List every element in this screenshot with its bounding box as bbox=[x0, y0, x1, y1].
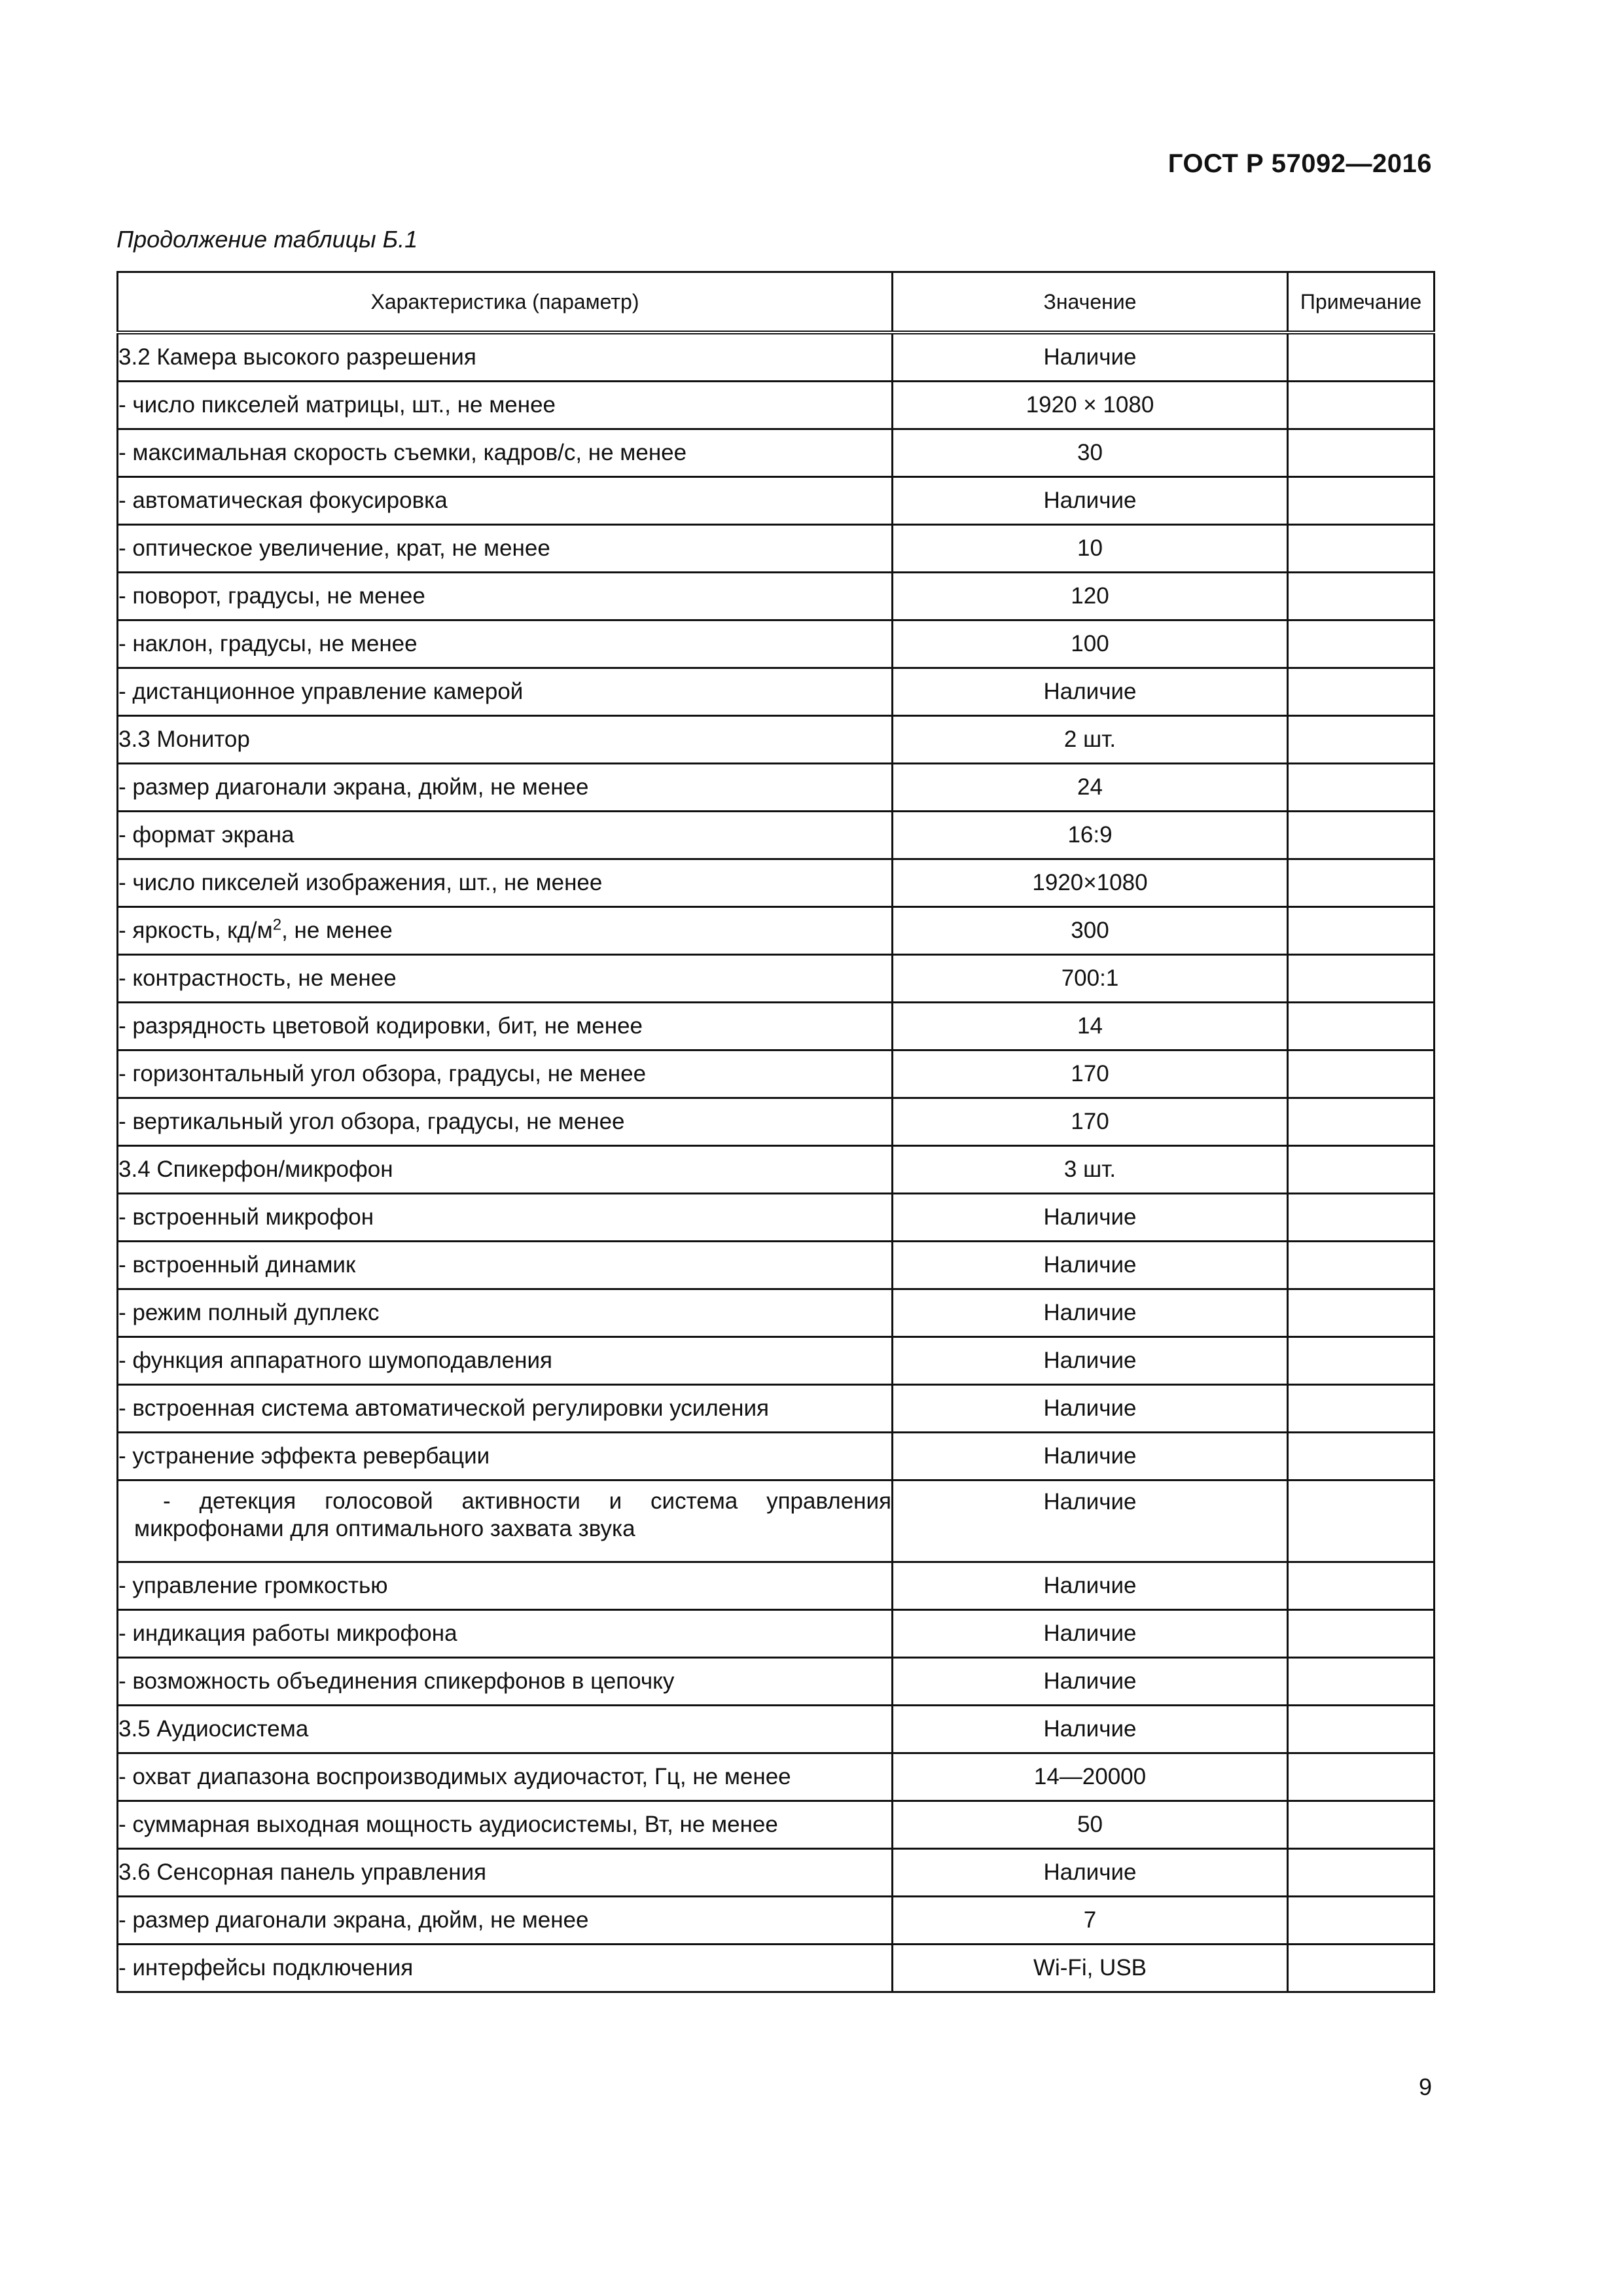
table-row bbox=[118, 859, 1435, 907]
row-parameter: - индикация работы микрофона bbox=[118, 1610, 893, 1658]
row-note bbox=[1288, 1289, 1435, 1337]
row-parameter: - автоматическая фокусировка bbox=[118, 477, 893, 525]
row-value: Наличие bbox=[893, 1706, 1288, 1753]
row-note bbox=[1288, 1385, 1435, 1433]
row-value: Наличие bbox=[893, 1849, 1288, 1897]
row-note bbox=[1288, 1146, 1435, 1194]
table-row bbox=[118, 812, 1435, 859]
row-value: 2 шт. bbox=[893, 716, 1288, 764]
row-value: Wi-Fi, USB bbox=[893, 1945, 1288, 1992]
table-row bbox=[118, 1146, 1435, 1194]
row-note bbox=[1288, 1003, 1435, 1050]
table-row bbox=[118, 382, 1435, 429]
row-value: 16:9 bbox=[893, 812, 1288, 859]
row-value: 14—20000 bbox=[893, 1753, 1288, 1801]
row-parameter: - оптическое увеличение, крат, не менее bbox=[118, 525, 893, 573]
column-header-parameter: Характеристика (параметр) bbox=[118, 272, 893, 333]
row-value: 14 bbox=[893, 1003, 1288, 1050]
row-parameter: - горизонтальный угол обзора, градусы, не менее bbox=[118, 1050, 893, 1098]
table-row bbox=[118, 1098, 1435, 1146]
row-note bbox=[1288, 1753, 1435, 1801]
table-row bbox=[118, 1610, 1435, 1658]
row-parameter: 3.2 Камера высокого разрешения bbox=[118, 332, 893, 382]
row-parameter: - встроенный динамик bbox=[118, 1242, 893, 1289]
row-note bbox=[1288, 1337, 1435, 1385]
row-parameter: - управление громкостью bbox=[118, 1562, 893, 1610]
table-row bbox=[118, 429, 1435, 477]
table-row bbox=[118, 1849, 1435, 1897]
row-parameter: - детекция голосовой активности и система управления микрофонами для оптимального захвата звука bbox=[118, 1480, 893, 1562]
table-row bbox=[118, 477, 1435, 525]
row-value: 1920×1080 bbox=[893, 859, 1288, 907]
row-note bbox=[1288, 1849, 1435, 1897]
table-caption: Продолжение таблицы Б.1 bbox=[116, 226, 418, 253]
row-parameter: - формат экрана bbox=[118, 812, 893, 859]
row-note bbox=[1288, 1194, 1435, 1242]
row-value: Наличие bbox=[893, 1289, 1288, 1337]
table-row bbox=[118, 1945, 1435, 1992]
table-row bbox=[118, 1480, 1435, 1562]
row-parameter: - наклон, градусы, не менее bbox=[118, 620, 893, 668]
row-value: 50 bbox=[893, 1801, 1288, 1849]
row-value: Наличие bbox=[893, 1480, 1288, 1562]
row-note bbox=[1288, 1433, 1435, 1480]
row-parameter: - встроенная система автоматической регулировки усиления bbox=[118, 1385, 893, 1433]
row-note bbox=[1288, 1945, 1435, 1992]
row-value: Наличие bbox=[893, 1337, 1288, 1385]
row-note bbox=[1288, 332, 1435, 382]
table-row bbox=[118, 573, 1435, 620]
table-header-row bbox=[118, 272, 1435, 333]
column-header-value: Значение bbox=[893, 272, 1288, 333]
row-parameter: - разрядность цветовой кодировки, бит, не менее bbox=[118, 1003, 893, 1050]
row-note bbox=[1288, 1050, 1435, 1098]
row-value: 30 bbox=[893, 429, 1288, 477]
table-row bbox=[118, 716, 1435, 764]
row-note bbox=[1288, 1658, 1435, 1706]
row-parameter: - функция аппаратного шумоподавления bbox=[118, 1337, 893, 1385]
row-note bbox=[1288, 955, 1435, 1003]
table-row bbox=[118, 1385, 1435, 1433]
row-value: 120 bbox=[893, 573, 1288, 620]
table-row bbox=[118, 1050, 1435, 1098]
row-value: Наличие bbox=[893, 1433, 1288, 1480]
row-value: Наличие bbox=[893, 1610, 1288, 1658]
row-parameter: - режим полный дуплекс bbox=[118, 1289, 893, 1337]
row-value: Наличие bbox=[893, 1562, 1288, 1610]
table-row bbox=[118, 1194, 1435, 1242]
row-parameter: - встроенный микрофон bbox=[118, 1194, 893, 1242]
row-note bbox=[1288, 812, 1435, 859]
page-number: 9 bbox=[1418, 2073, 1432, 2100]
table-row bbox=[118, 1289, 1435, 1337]
row-note bbox=[1288, 1706, 1435, 1753]
row-parameter: - размер диагонали экрана, дюйм, не менее bbox=[118, 764, 893, 812]
row-note bbox=[1288, 1801, 1435, 1849]
row-value: Наличие bbox=[893, 1194, 1288, 1242]
row-value: 100 bbox=[893, 620, 1288, 668]
row-parameter: - возможность объединения спикерфонов в цепочку bbox=[118, 1658, 893, 1706]
row-parameter: - суммарная выходная мощность аудиосистемы, Вт, не менее bbox=[118, 1801, 893, 1849]
table-row bbox=[118, 1562, 1435, 1610]
table-row bbox=[118, 668, 1435, 716]
row-note bbox=[1288, 525, 1435, 573]
row-note bbox=[1288, 620, 1435, 668]
column-header-note: Примечание bbox=[1288, 272, 1435, 333]
row-parameter: - устранение эффекта ревербации bbox=[118, 1433, 893, 1480]
row-value: 1920 × 1080 bbox=[893, 382, 1288, 429]
row-note bbox=[1288, 573, 1435, 620]
row-parameter: - интерфейсы подключения bbox=[118, 1945, 893, 1992]
row-parameter: - максимальная скорость съемки, кадров/с, не менее bbox=[118, 429, 893, 477]
row-value: 170 bbox=[893, 1098, 1288, 1146]
row-parameter: - дистанционное управление камерой bbox=[118, 668, 893, 716]
row-value: Наличие bbox=[893, 668, 1288, 716]
table-row bbox=[118, 1706, 1435, 1753]
row-note bbox=[1288, 764, 1435, 812]
table-row bbox=[118, 955, 1435, 1003]
row-note bbox=[1288, 1098, 1435, 1146]
row-value: 300 bbox=[893, 907, 1288, 955]
row-parameter: - число пикселей изображения, шт., не менее bbox=[118, 859, 893, 907]
row-value: 700:1 bbox=[893, 955, 1288, 1003]
table-row bbox=[118, 332, 1435, 382]
row-value: 10 bbox=[893, 525, 1288, 573]
table-row bbox=[118, 525, 1435, 573]
row-value: Наличие bbox=[893, 1385, 1288, 1433]
spec-table bbox=[116, 271, 1435, 1993]
row-parameter bbox=[118, 907, 893, 955]
row-parameter: - поворот, градусы, не менее bbox=[118, 573, 893, 620]
table-row bbox=[118, 1003, 1435, 1050]
table-row bbox=[118, 1658, 1435, 1706]
row-parameter: 3.4 Спикерфон/микрофон bbox=[118, 1146, 893, 1194]
row-value: 3 шт. bbox=[893, 1146, 1288, 1194]
row-note bbox=[1288, 477, 1435, 525]
table-row bbox=[118, 1897, 1435, 1945]
row-note bbox=[1288, 1610, 1435, 1658]
row-note bbox=[1288, 382, 1435, 429]
table-row bbox=[118, 1753, 1435, 1801]
row-parameter-text: - яркость, кд/м bbox=[118, 918, 273, 943]
row-parameter: 3.5 Аудиосистема bbox=[118, 1706, 893, 1753]
table-row bbox=[118, 1433, 1435, 1480]
table-row bbox=[118, 1801, 1435, 1849]
table-row bbox=[118, 907, 1435, 955]
row-note bbox=[1288, 907, 1435, 955]
row-parameter: 3.3 Монитор bbox=[118, 716, 893, 764]
table-row bbox=[118, 1337, 1435, 1385]
row-value: 24 bbox=[893, 764, 1288, 812]
row-note bbox=[1288, 1242, 1435, 1289]
row-note bbox=[1288, 1897, 1435, 1945]
table-row bbox=[118, 620, 1435, 668]
table-row bbox=[118, 1242, 1435, 1289]
document-code: ГОСТ Р 57092—2016 bbox=[1168, 149, 1432, 178]
row-parameter: - вертикальный угол обзора, градусы, не менее bbox=[118, 1098, 893, 1146]
row-parameter-text-suffix: , не менее bbox=[281, 918, 393, 943]
row-parameter: 3.6 Сенсорная панель управления bbox=[118, 1849, 893, 1897]
row-note bbox=[1288, 668, 1435, 716]
row-value: Наличие bbox=[893, 477, 1288, 525]
row-note bbox=[1288, 859, 1435, 907]
row-value: Наличие bbox=[893, 332, 1288, 382]
row-parameter: - контрастность, не менее bbox=[118, 955, 893, 1003]
row-value: 7 bbox=[893, 1897, 1288, 1945]
row-note bbox=[1288, 1562, 1435, 1610]
row-note bbox=[1288, 716, 1435, 764]
row-parameter: - охват диапазона воспроизводимых аудиочастот, Гц, не менее bbox=[118, 1753, 893, 1801]
superscript: 2 bbox=[272, 916, 282, 934]
row-value: 170 bbox=[893, 1050, 1288, 1098]
row-parameter: - размер диагонали экрана, дюйм, не менее bbox=[118, 1897, 893, 1945]
row-parameter: - число пикселей матрицы, шт., не менее bbox=[118, 382, 893, 429]
row-value: Наличие bbox=[893, 1658, 1288, 1706]
row-note bbox=[1288, 429, 1435, 477]
table-row bbox=[118, 764, 1435, 812]
row-value: Наличие bbox=[893, 1242, 1288, 1289]
row-note bbox=[1288, 1480, 1435, 1562]
